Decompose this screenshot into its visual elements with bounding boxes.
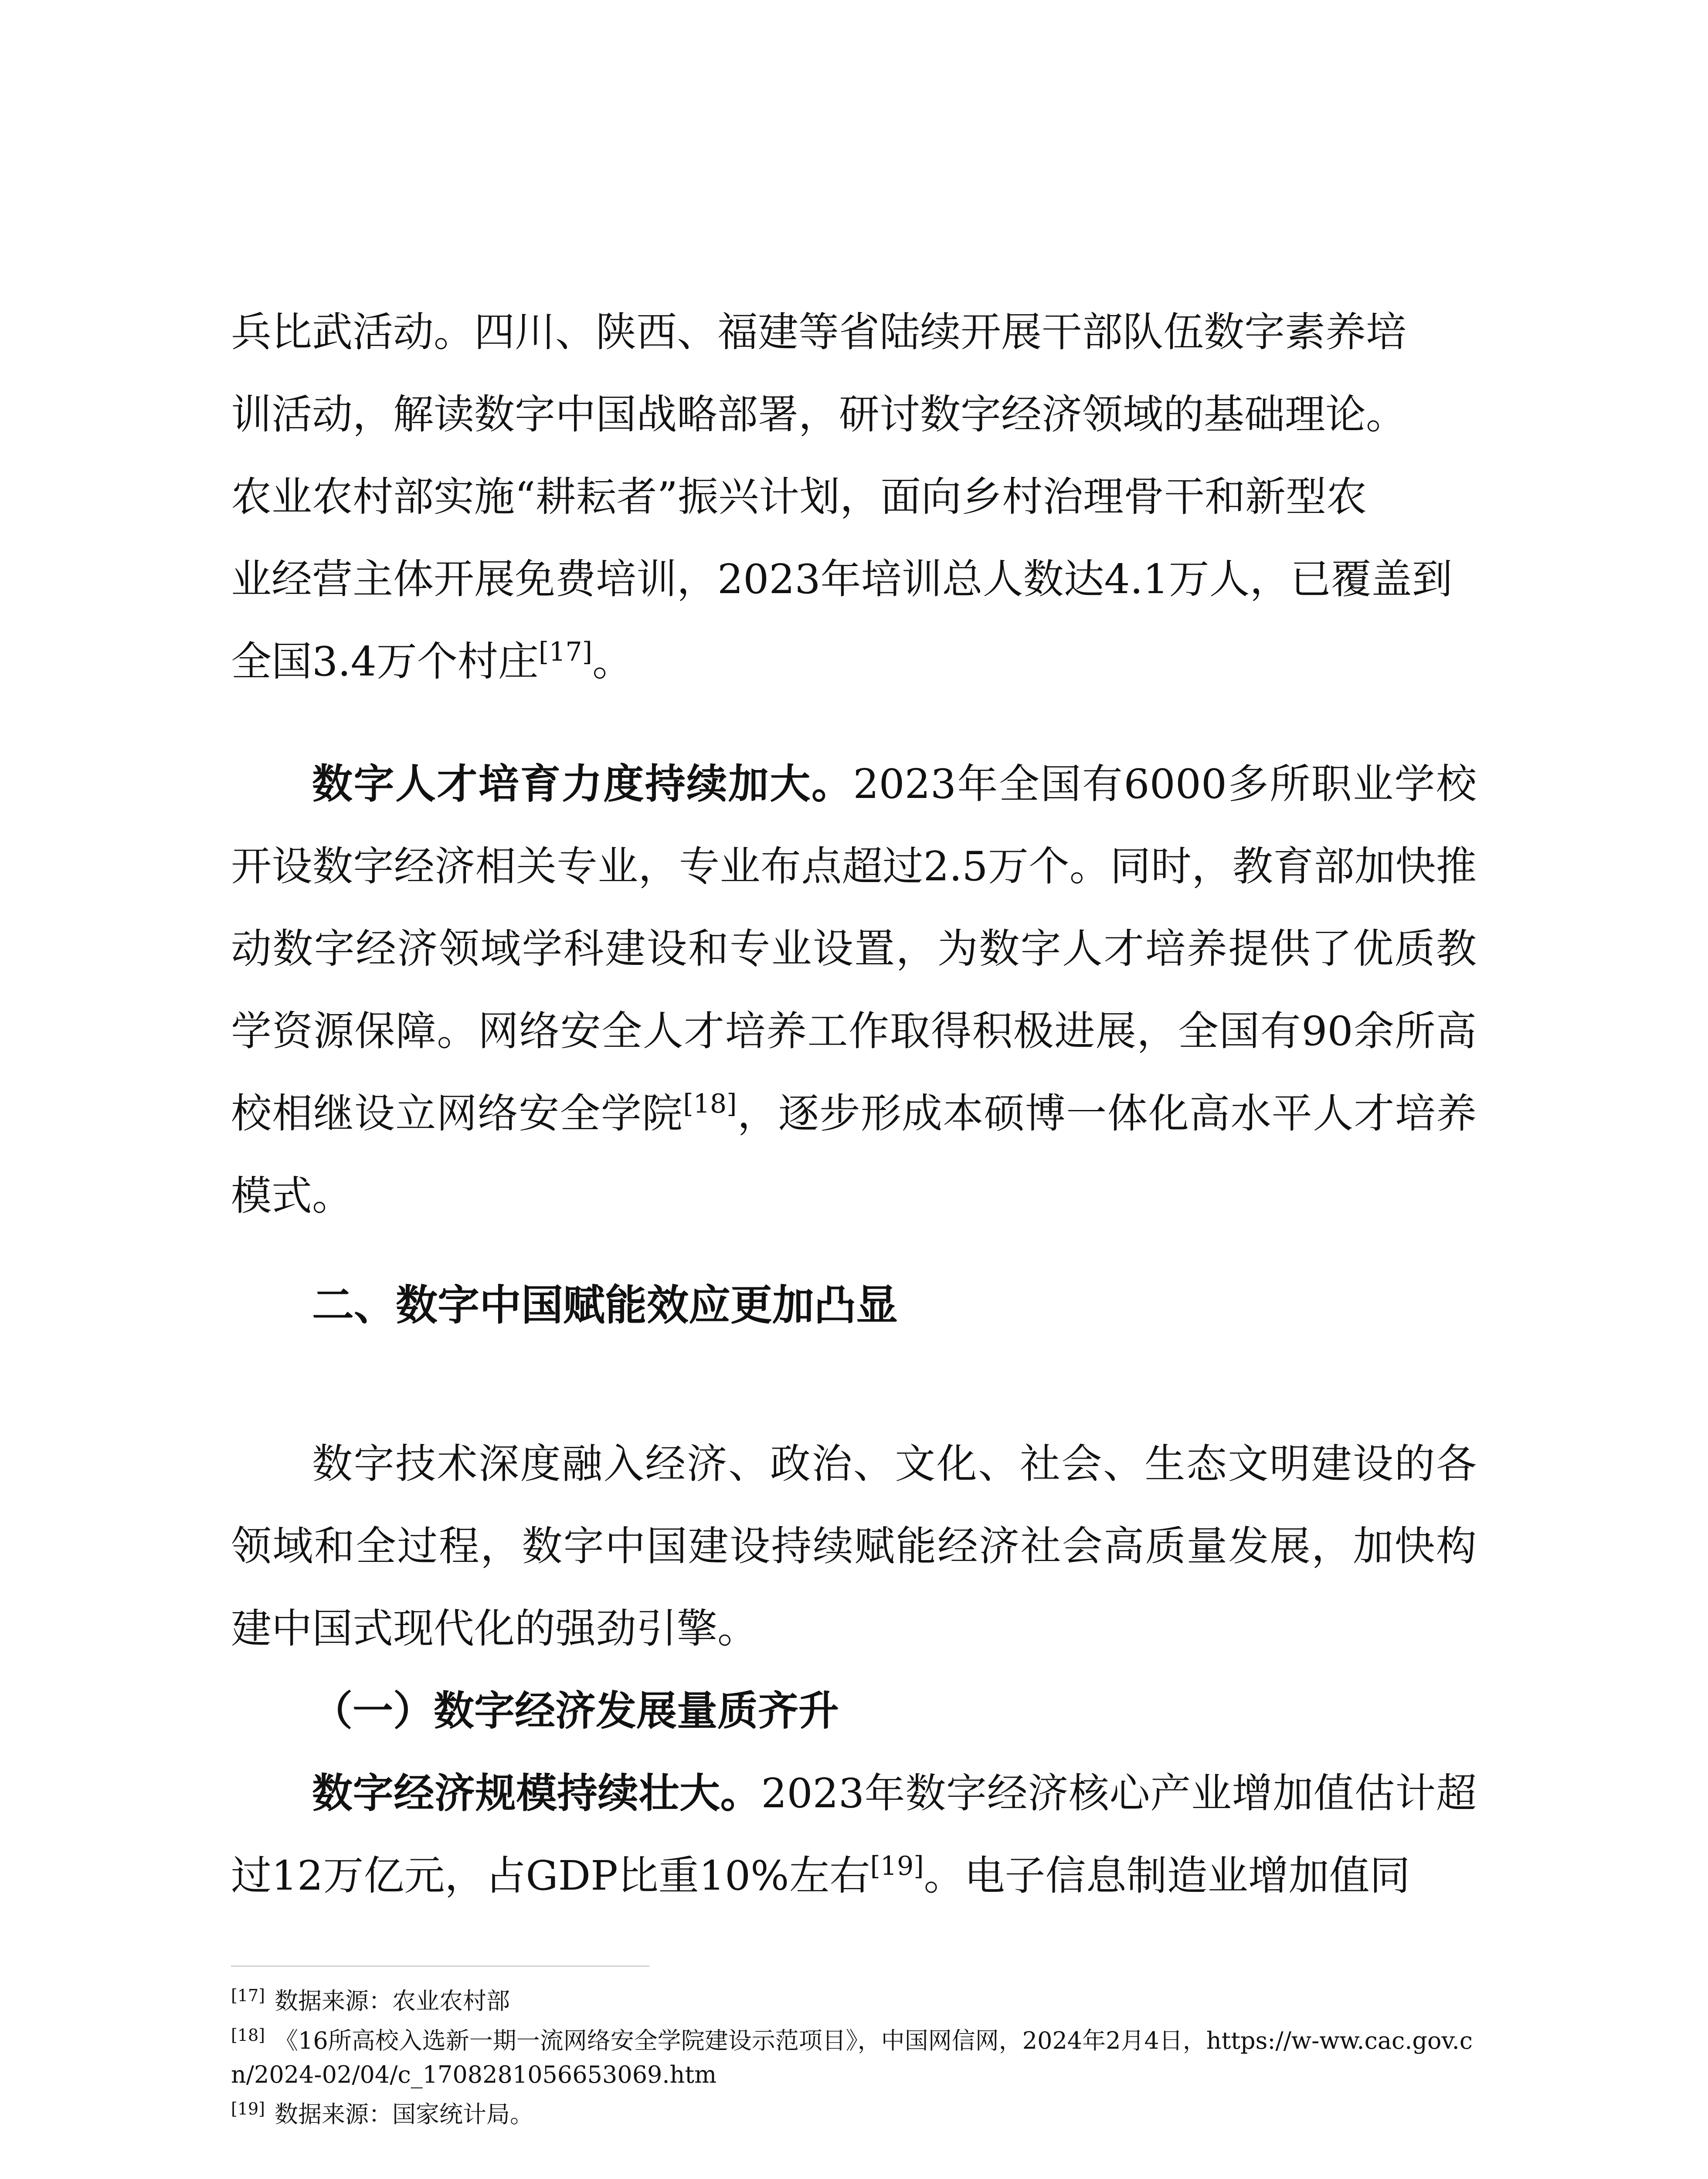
line-5-tail: 。 bbox=[592, 638, 633, 685]
paragraph-text-2: 。电子信息制造业增加值同 bbox=[924, 1852, 1410, 1899]
paragraph-text-1: 2023年数字经济核心产业增加值估计超过12万亿元，占GDP比重10%左右 bbox=[231, 1770, 1477, 1899]
line-2: 训活动，解读数字中国战略部署，研讨数字经济领域的基础理论。 bbox=[231, 391, 1406, 438]
footnote-ref-18[interactable]: [18] bbox=[683, 1089, 737, 1119]
paragraph-text-2: ，逐步形成本硕博一体化高水平人才培养模式。 bbox=[231, 1090, 1477, 1219]
footnote-ref-17[interactable]: [17] bbox=[538, 637, 593, 667]
paragraph-digital-talent bbox=[231, 743, 1477, 1237]
paragraph-lead: 数字人才培育力度持续加大。 bbox=[312, 760, 853, 808]
paragraph-continuation bbox=[231, 291, 1477, 703]
footnote-18 bbox=[231, 2018, 1477, 2092]
line-4: 业经营主体开展免费培训，2023年培训总人数达4.1万人，已覆盖到 bbox=[231, 556, 1453, 603]
footnote-text: 数据来源：国家统计局。 bbox=[275, 2101, 534, 2128]
line-3: 农业农村部实施“耕耘者”振兴计划，面向乡村治理骨干和新型农 bbox=[231, 473, 1367, 520]
footnote-divider bbox=[231, 1965, 649, 1967]
footnote-number: [18] bbox=[231, 2026, 265, 2045]
paragraph-body bbox=[231, 743, 1477, 1237]
footnote-text: 数据来源：农业农村部 bbox=[275, 1987, 510, 2015]
footnote-19 bbox=[231, 2092, 1477, 2131]
line-5 bbox=[231, 621, 1477, 703]
paragraph-lead: 数字经济规模持续壮大。 bbox=[312, 1770, 761, 1817]
footnote-17 bbox=[231, 1979, 1477, 2018]
paragraph-empowerment: 数字技术深度融入经济、政治、文化、社会、生态文明建设的各领域和全过程，数字中国建设持续赋能经济社会高质量发展，加快构建中国式现代化的强劲引擎。 bbox=[231, 1440, 1477, 1652]
footnotes bbox=[231, 1979, 1477, 2131]
section-body bbox=[231, 1423, 1477, 1917]
footnote-ref-19[interactable]: [19] bbox=[870, 1851, 924, 1881]
footnote-number: [19] bbox=[231, 2099, 265, 2118]
line-1: 兵比武活动。四川、陕西、福建等省陆续开展干部队伍数字素养培 bbox=[231, 309, 1406, 356]
line-5-text: 全国3.4万个村庄 bbox=[231, 638, 539, 685]
footnote-text[interactable]: 《16所高校入选新一期一流网络安全学院建设示范项目》，中国网信网，2024年2月4日，https://w-ww.cac.gov.cn/2024-02/04/c_1708281056653069.htm bbox=[231, 2027, 1473, 2088]
subsection-heading: （一）数字经济发展量质齐升 bbox=[312, 1687, 839, 1734]
section-heading: 二、数字中国赋能效应更加凸显 bbox=[312, 1281, 898, 1330]
paragraph-text-1: 2023年全国有6000多所职业学校开设数字经济相关专业，专业布点超过2.5万个。同时，教育部加快推动数字经济领域学科建设和专业设置，为数字人才培养提供了优质教学资源保障。网络安全人才培养工作取得积极进展，全国有90余所高校相继设立网络安全学院 bbox=[231, 760, 1477, 1137]
paragraph-digital-economy bbox=[231, 1752, 1477, 1917]
footnote-number: [17] bbox=[231, 1986, 265, 2005]
